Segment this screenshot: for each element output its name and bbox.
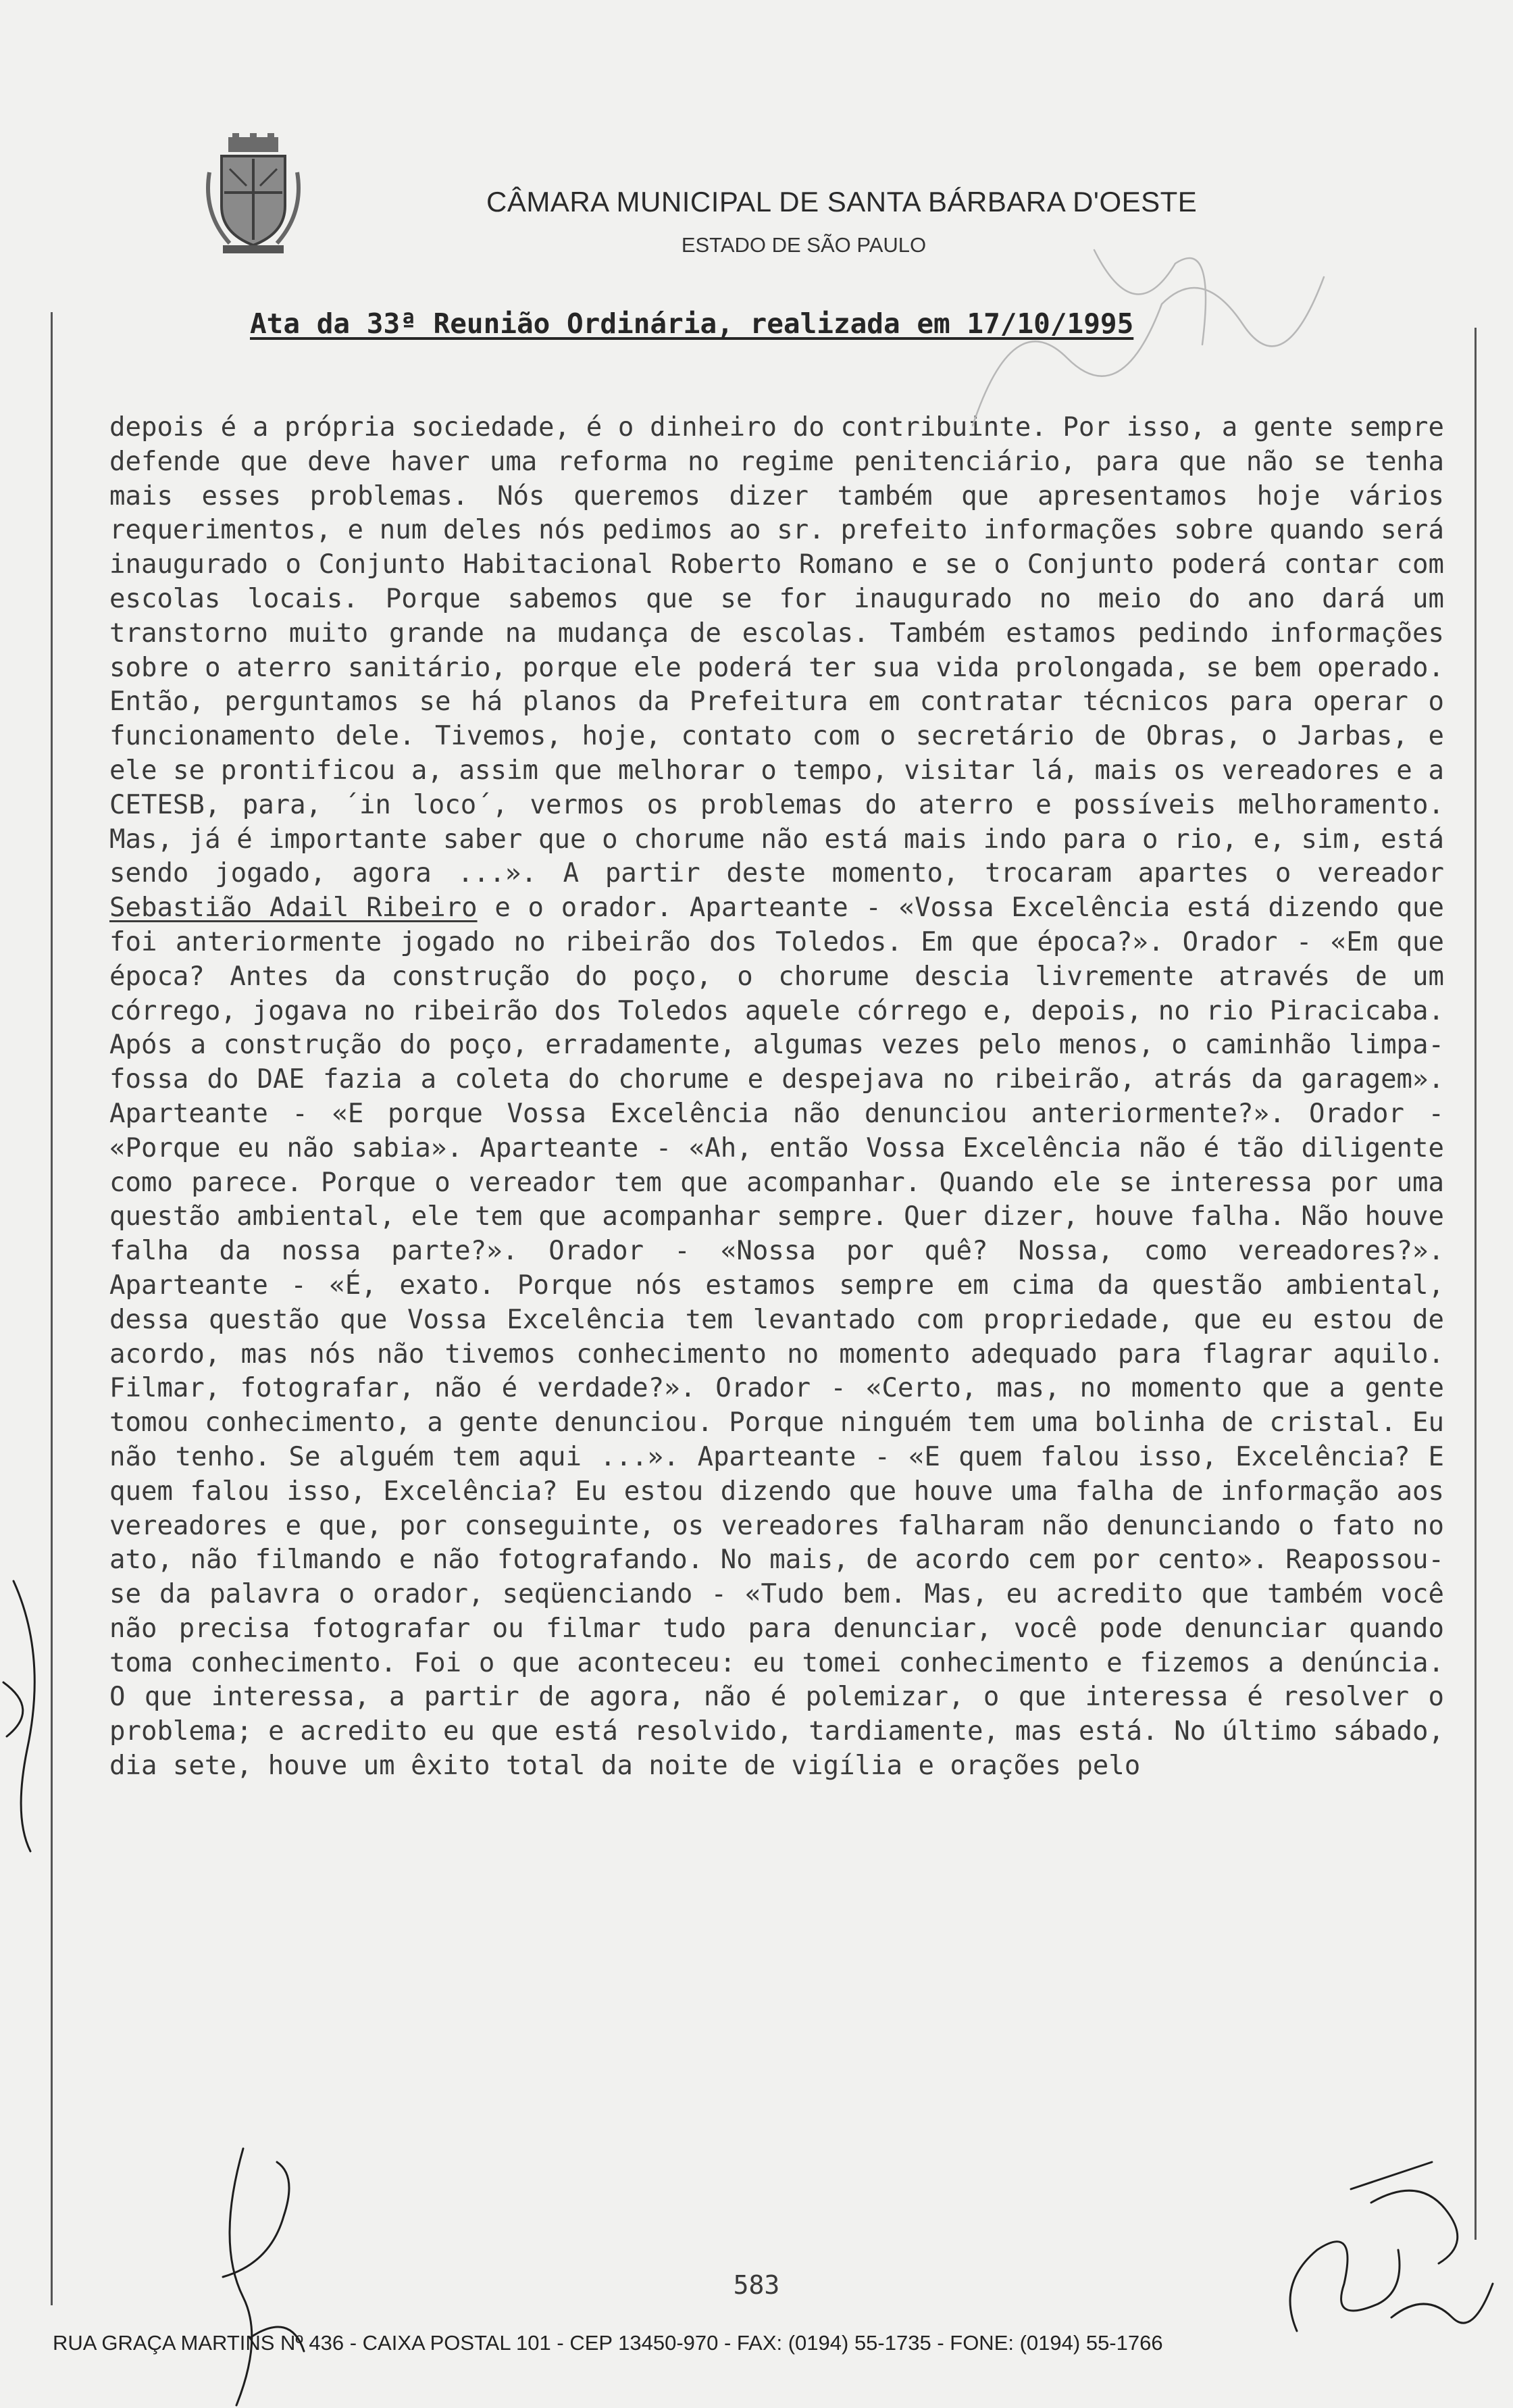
bleed-through-signature-icon [959, 223, 1337, 453]
signature-icon [1270, 2149, 1499, 2351]
right-margin-line [1474, 328, 1477, 2240]
minutes-body [109, 411, 1444, 1784]
margin-signature-icon [0, 1574, 61, 1858]
body-paragraph-2: e o orador. Aparteante - «Vossa Excelência está dizendo que foi anteriormente jogado no ribeirão dos Toledos. Em que época?». Orador - «Em que época? Antes da construção do poço, o chorume descia livremente através de um córrego, jogava no ribeirão dos Toledos aquele córrego e, depois, no rio Piracicaba. Após a construção do poço, erradamente, algumas vezes pelo menos, o caminhão limpa-fossa do DAE fazia a coleta do chorume e despejava no ribeirão, atrás da garagem». Aparteante - «E porque Vossa Excelência não denunciou anteriormente?». Orador - «Porque eu não sabia». Aparteante - «Ah, então Vossa Excelência não é tão diligente como parece. Porque o vereador tem que acompanhar. Quando ele se interessa por uma questão ambiental, ele tem que acompanhar sempre. Quer dizer, houve falha. Não houve falha da nossa parte?». Orador - «Nossa por quê? Nossa, como vereadores?». Aparteante - «É, exato. Porque nós estamos sempre em cima da questão ambiental, dessa questão que Vossa Excelência tem levantado com propriedade, que eu estou de acordo, mas nós não tivemos conhecimento no momento adequado para flagrar aquilo. Filmar, fotografar, não é verdade?». Orador - «Certo, mas, no momento que a gente tomou conhecimento, a gente denunciou. Porque ninguém tem uma bolinha de cristal. Eu não tenho. Se alguém tem aqui ...». Aparteante - «E quem falou isso, Excelência? E quem falou isso, Excelência? Eu estou dizendo que houve uma falha de informação aos vereadores e que, por conseguinte, os vereadores falharam não denunciando o fato no ato, não filmando e não fotografando. No mais, de acordo cem por cento». Reapossou-se da palavra o orador, seqüenciando - «Tudo bem. Mas, eu acredito que também você não precisa fotografar ou filmar tudo para denunciar, você pode denunciar quando toma conhecimento. Foi o que aconteceu: eu tomei conhecimento e fizemos a denúncia. O que interessa, a partir de agora, não é polemizar, o que interessa é resolver o problema; e acredito eu que está resolvido, tardiamente, mas está. No último sábado, dia sete, houve um êxito total da noite de vigília e orações pelo [109, 893, 1445, 1782]
footer-address: RUA GRAÇA MARTINS Nº 436 - CAIXA POSTAL 101 - CEP 13450-970 - FAX: (0194) 55-1735 - FONE: (0194) 55-1766 [53, 2331, 1163, 2355]
state-name: ESTADO DE SÃO PAULO [681, 233, 927, 257]
left-margin-line [51, 312, 53, 2305]
body-paragraph-1: depois é a própria sociedade, é o dinheiro do contribuinte. Por isso, a gente sempre defende que deve haver uma reforma no regime penitenciário, para que não se tenha mais esses problemas. Nós queremos dizer também que apresentamos hoje vários requerimentos, e num deles nós pedimos ao sr. prefeito informações sobre quando será inaugurado o Conjunto Habitacional Roberto Romano e se o Conjunto poderá contar com escolas locais. Porque sabemos que se for inaugurado no meio do ano dará um transtorno muito grande na mudança de escolas. Também estamos pedindo informações sobre o aterro sanitário, porque ele poderá ter sua vida prolongada, se bem operado. Então, perguntamos se há planos da Prefeitura em contratar técnicos para operar o funcionamento dele. Tivemos, hoje, contato com o secretário de Obras, o Jarbas, e ele se prontificou a, assim que melhorar o tempo, visitar lá, mais os vereadores e a CETESB, para, ´in loco´, vermos os problemas do aterro e possíveis melhoramento. Mas, já é importante saber que o chorume não está mais indo para o rio, e, sim, está sendo jogado, agora ...». A partir deste momento, trocaram apartes o vereador [109, 412, 1444, 889]
speaker-name: Sebastião Adail Ribeiro [109, 893, 478, 924]
chamber-name: CÂMARA MUNICIPAL DE SANTA BÁRBARA D'OESTE [486, 186, 1198, 218]
page-number: 583 [733, 2270, 780, 2300]
signature-icon [203, 2135, 311, 2408]
document-title: Ata da 33ª Reunião Ordinária, realizada em 17/10/1995 [250, 307, 1134, 340]
